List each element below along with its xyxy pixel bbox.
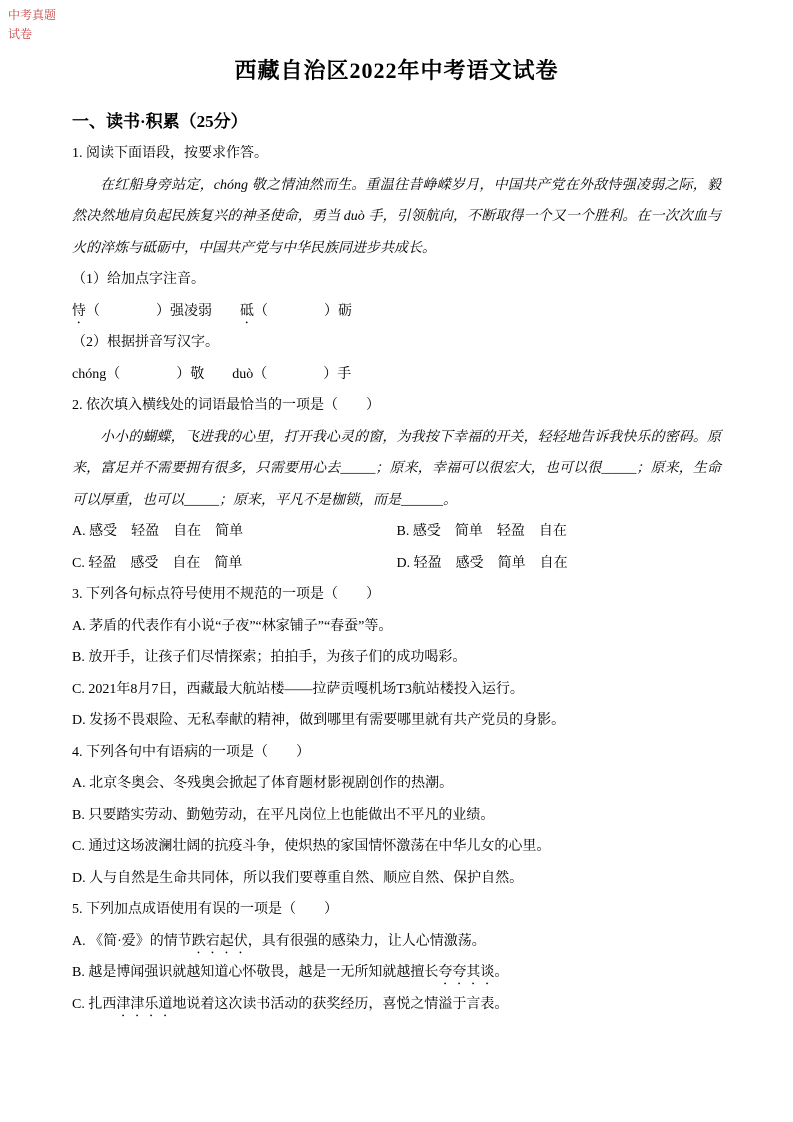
q5-option-a-text: A. 《简·爱》的情节 [72, 933, 192, 949]
q5-stem: 5. 下列加点成语使用有误的一项是（ ） [72, 902, 338, 917]
q2-option-d: D. 轻盈 感受 简单 自在 [396, 555, 568, 571]
q4-option-a: A. 北京冬奥会、冬残奥会掀起了体育题材影视剧创作的热潮。 [72, 776, 454, 791]
q1-pinyin-text-2: （ ）砺 [254, 303, 352, 319]
section-heading: 一、读书·积累（25分） [72, 112, 248, 131]
watermark [8, 6, 56, 43]
q5-option-c-text: C. 扎西 [72, 996, 117, 1012]
q3-option-d: D. 发扬不畏艰险、无私奉献的精神，做到哪里有需要哪里就有共产党员的身影。 [72, 713, 566, 728]
q5-option-b [72, 957, 721, 989]
q4-option-d: D. 人与自然是生命共同体，所以我们要尊重自然、顺应自然、保护自然。 [72, 870, 524, 886]
q5-option-b-text: B. 越是博闻强识就越知道心怀敬畏，越是一无所知就越擅长 [72, 965, 439, 980]
q1-pinyin-blank-line [72, 296, 721, 328]
q3-stem: 3. 下列各句标点符号使用不规范的一项是（ ） [72, 587, 380, 602]
q4-option-b: B. 只要踏实劳动、勤勉劳动，在平凡岗位上也能做出不平凡的业绩。 [72, 807, 495, 823]
q2-options-row-ab [72, 516, 721, 548]
q3-option-b: B. 放开手，让孩子们尽情探索；拍拍手，为孩子们的成功喝彩。 [72, 650, 467, 665]
q5-option-c-text-end: 地说着这次读书活动的获奖经历，喜悦之情溢于言表。 [172, 996, 509, 1012]
q5-option-a-dotted-idiom: 跌宕起伏 [191, 933, 248, 949]
watermark-line-1: 中考真题 [8, 8, 57, 22]
q1-dotted-char-shi: 恃 [72, 303, 86, 319]
q3-option-a: A. 茅盾的代表作有小说“子夜”“林家铺子”“春蚕”等。 [72, 618, 393, 634]
q4-stem: 4. 下列各句中有语病的一项是（ ） [72, 744, 310, 760]
q1-dotted-char-di: 砥 [240, 303, 254, 319]
q2-stem: 2. 依次填入横线处的词语最恰当的一项是（ ） [72, 398, 380, 413]
q1-pinyin-text-1: （ ）强凌弱 [86, 303, 240, 319]
q1-hanzi-blank-line: chóng（ ）敬 duò（ ）手 [72, 366, 352, 382]
q2-option-b: B. 感受 简单 轻盈 自在 [396, 524, 567, 539]
q1-stem: 1. 阅读下面语段，按要求作答。 [72, 146, 268, 161]
q2-option-a: A. 感受 轻盈 自在 简单 [72, 524, 244, 539]
q1-passage: 在红船身旁站定，chóng 敬之情油然而生。重温往昔峥嵘岁月，中国共产党在外敌恃强凌弱之际，毅然决然地肩负起民族复兴的神圣使命，勇当 duò 手，引领航向，不断取得一个又一个胜利。在一次次血与火的淬炼与砥砺中，中国共产党与中华民族同进步共成长。 [72, 177, 721, 256]
q2-options-row-cd [72, 548, 721, 580]
q5-option-c-dotted-idiom: 津津乐道 [116, 996, 173, 1012]
q5-option-c [72, 989, 721, 1021]
q1-subquestion-2: （2）根据拼音写汉字。 [72, 335, 219, 350]
q5-option-a [72, 926, 721, 958]
watermark-line-2: 试卷 [8, 26, 33, 41]
q2-passage: 小小的蝴蝶，飞进我的心里，打开我心灵的窗，为我按下幸福的开关，轻轻地告诉我快乐的密码。原来，富足并不需要拥有很多，只需要用心去_____；原来，幸福可以很宏大，也可以很_____；原来，生命可以厚重，也可以_____；原来，平凡不是枷锁，而是______。 [72, 429, 721, 508]
paper-title: 西藏自治区2022年中考语文试卷 [234, 58, 559, 83]
q5-option-a-text-end: ，具有很强的感染力，让人心情激荡。 [247, 933, 486, 949]
q5-option-b-text-end: 。 [494, 965, 509, 980]
q3-option-c: C. 2021年8月7日，西藏最大航站楼——拉萨贡嘎机场T3航站楼投入运行。 [72, 681, 524, 697]
q5-option-b-dotted-idiom: 夸夸其谈 [438, 965, 495, 980]
q1-subquestion-1: （1）给加点字注音。 [72, 272, 205, 287]
q4-option-c: C. 通过这场波澜壮阔的抗疫斗争，使炽热的家国情怀激荡在中华儿女的心里。 [72, 839, 551, 854]
q2-option-c: C. 轻盈 感受 自在 简单 [72, 555, 243, 571]
